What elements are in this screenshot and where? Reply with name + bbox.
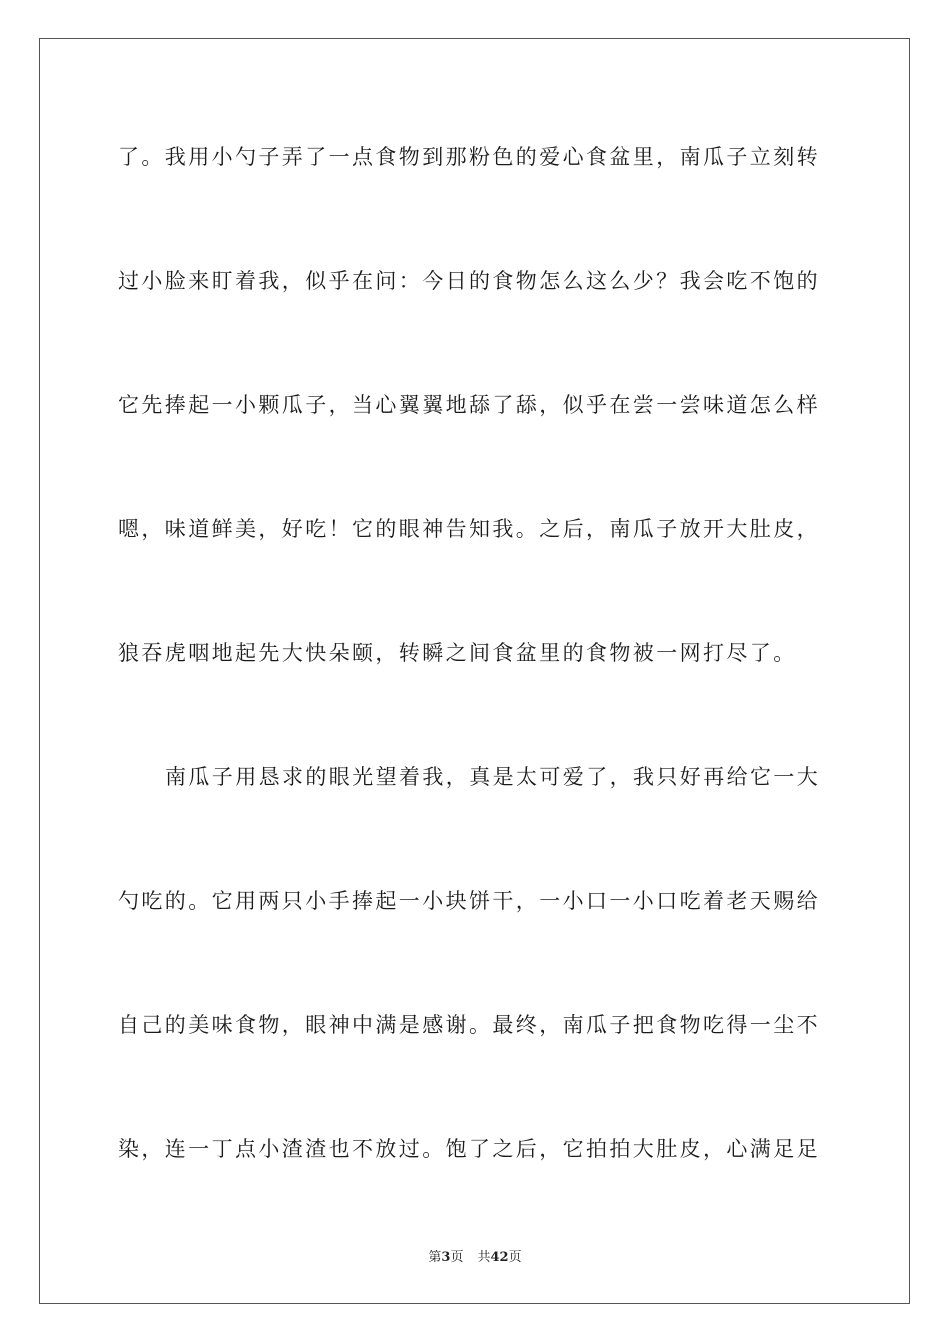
page-number: 3 <box>441 1250 451 1265</box>
text-line-9: 染，连一丁点小渣渣也不放过。饱了之后，它拍拍大肚皮，心满足足 <box>118 1137 820 1161</box>
text-line-7: 勺吃的。它用两只小手捧起一小块饼干，一小口一小口吃着老天赐给 <box>118 889 820 913</box>
total-prefix: 共 <box>477 1250 491 1265</box>
total-suffix: 页 <box>508 1250 522 1265</box>
text-line-2: 过小脸来盯着我，似乎在问：今日的食物怎么这么少？我会吃不饱的 <box>118 269 820 293</box>
text-line-1: 了。我用小勺子弄了一点食物到那粉色的爱心食盆里，南瓜子立刻转 <box>118 145 820 169</box>
text-line-4: 嗯，味道鲜美，好吃！它的眼神告知我。之后，南瓜子放开大肚皮， <box>118 517 820 541</box>
page-footer <box>0 1246 950 1265</box>
text-line-5: 狼吞虎咽地起先大快朵颐，转瞬之间食盆里的食物被一网打尽了。 <box>118 641 797 665</box>
text-line-8: 自己的美味食物，眼神中满是感谢。最终，南瓜子把食物吃得一尘不 <box>118 1013 820 1037</box>
page-prefix: 第 <box>428 1250 442 1265</box>
text-line-3: 它先捧起一小颗瓜子，当心翼翼地舔了舔，似乎在尝一尝味道怎么样 <box>118 393 820 417</box>
body-text <box>118 126 830 1242</box>
page-suffix: 页 <box>450 1250 464 1265</box>
text-line-6-paragraph-start: 南瓜子用恳求的眼光望着我，真是太可爱了，我只好再给它一大 <box>165 765 821 789</box>
total-pages: 42 <box>490 1250 509 1265</box>
